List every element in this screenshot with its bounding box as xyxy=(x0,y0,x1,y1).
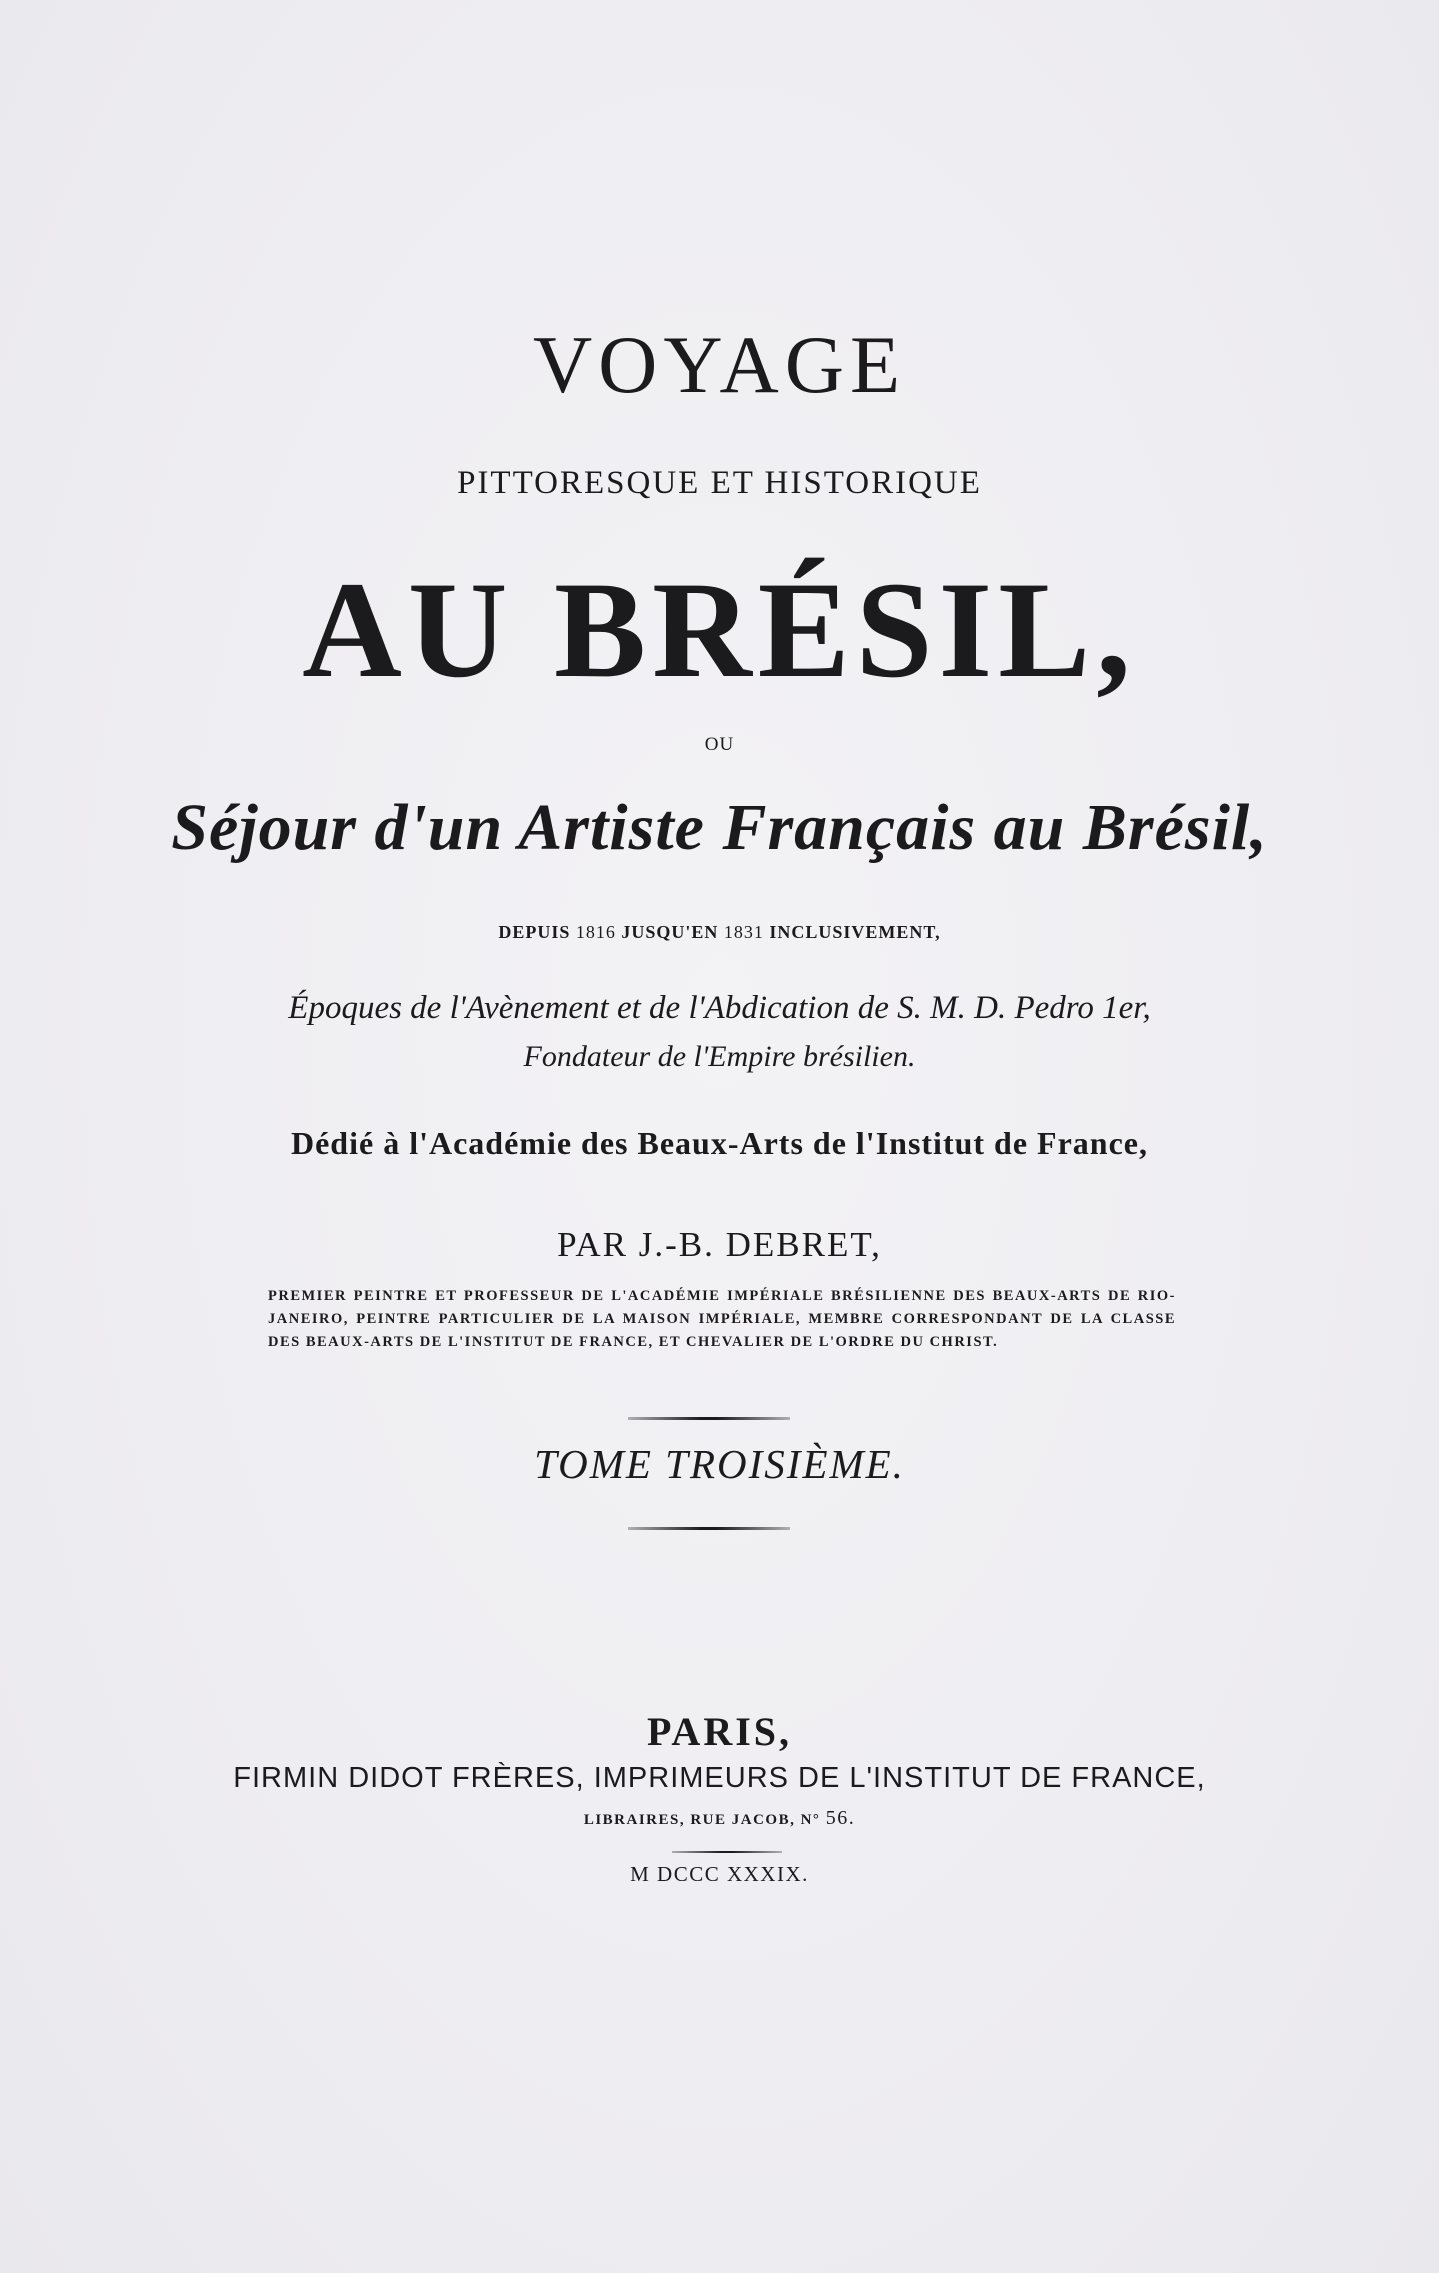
start-year: 1816 xyxy=(575,922,616,942)
date-range-prefix: DEPUIS xyxy=(498,922,571,942)
founder-line: Fondateur de l'Empire brésilien. xyxy=(523,1040,916,1073)
imprint-city: PARIS, xyxy=(646,1709,793,1754)
author-titles: PREMIER PEINTRE ET PROFESSEUR DE L'ACADÉMIE IMPÉRIALE BRÉSILIENNE DES BEAUX-ARTS DE RIO-JANEIRO, PEINTRE PARTICULIER DE LA MAISON IMPÉRIALE, MEMBRE CORRESPONDANT DE LA CLASSE DES BEAUX-ARTS DE L'INSTITUT DE FRANCE, ET CHEVALIER DE L'ORDRE DU CHRIST. xyxy=(268,1288,1176,1350)
imprint-year: M DCCC XXXIX. xyxy=(630,1862,809,1886)
imprint-address-label: LIBRAIRES, RUE JACOB, N° xyxy=(583,1812,821,1828)
book-subtitle: PITTORESQUE ET HISTORIQUE xyxy=(457,465,982,501)
imprint-address-number: 56. xyxy=(825,1807,856,1829)
end-year: 1831 xyxy=(723,922,764,942)
author-name: PAR J.-B. DEBRET, xyxy=(557,1225,882,1264)
epoch-line: Époques de l'Avènement et de l'Abdication de S. M. D. Pedro 1er, xyxy=(288,990,1151,1026)
date-range xyxy=(0,922,1439,943)
volume-title: TOME TROISIÈME. xyxy=(534,1441,905,1487)
book-title: VOYAGE xyxy=(532,319,907,410)
main-title: AU BRÉSIL, xyxy=(302,553,1137,706)
conjunction-ou: OU xyxy=(704,734,735,755)
imprint-publisher: FIRMIN DIDOT FRÈRES, IMPRIMEURS DE L'INSTITUT DE FRANCE, xyxy=(233,1762,1206,1794)
imprint-rule xyxy=(672,1851,782,1853)
alternate-title: Séjour d'un Artiste Français au Brésil, xyxy=(171,791,1268,864)
date-range-suffix: INCLUSIVEMENT, xyxy=(769,922,941,942)
imprint-address xyxy=(0,1807,1439,1830)
ornamental-rule-bottom xyxy=(628,1527,790,1530)
ornamental-rule-top xyxy=(628,1417,790,1420)
dedication: Dédié à l'Académie des Beaux-Arts de l'Institut de France, xyxy=(290,1125,1148,1161)
date-range-mid: JUSQU'EN xyxy=(621,922,719,942)
